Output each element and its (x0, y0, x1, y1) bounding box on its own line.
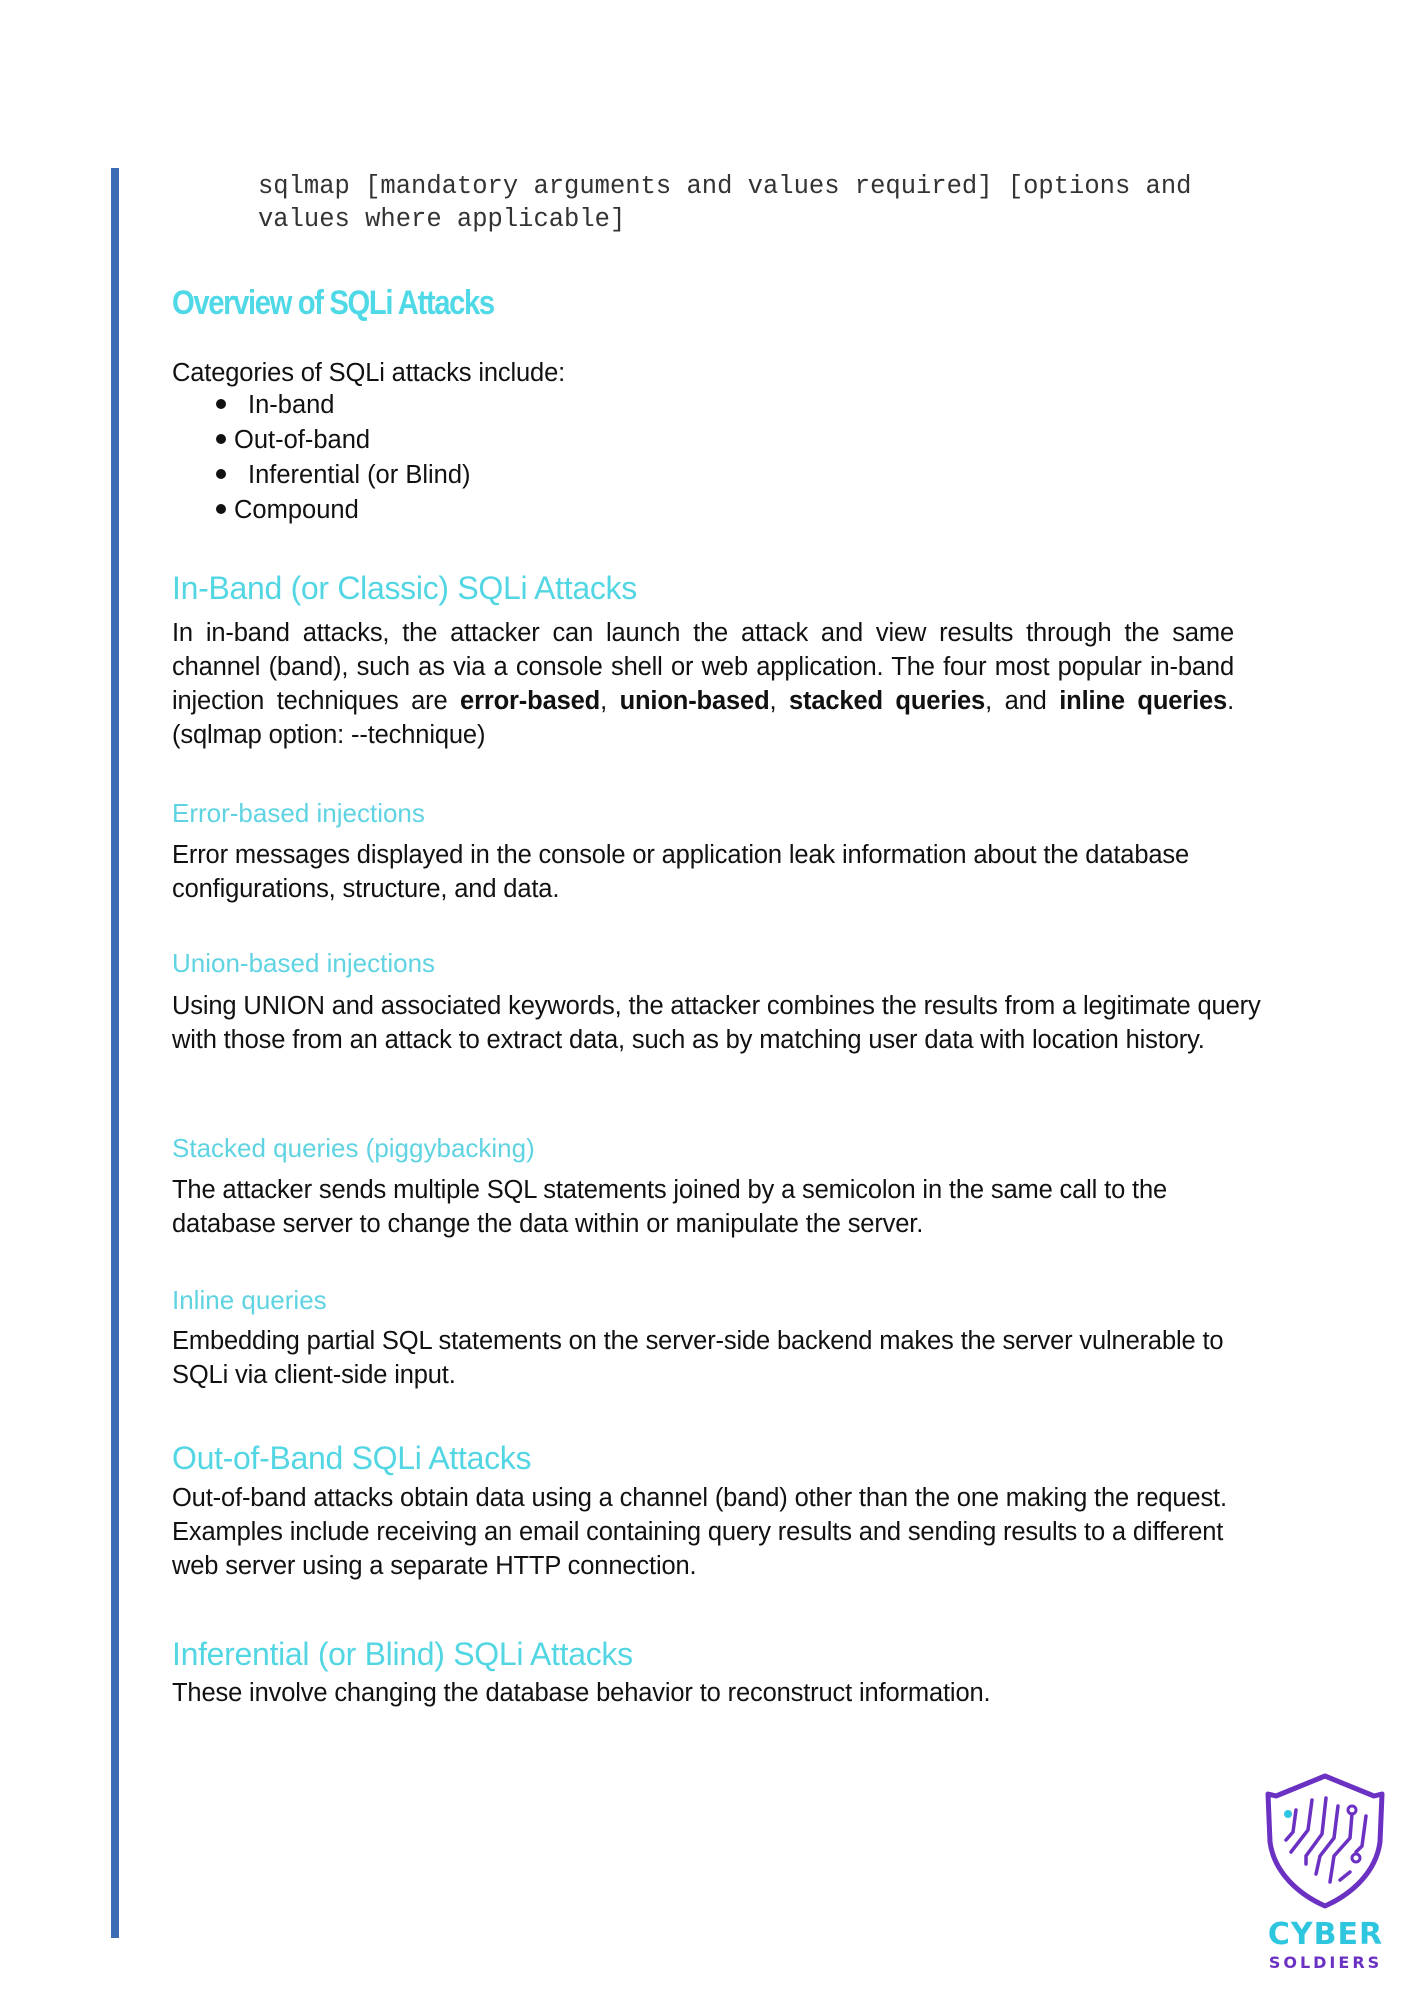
union-based-paragraph: Using UNION and associated keywords, the attacker combines the results from a legitimate query with those from an attack to extract data, such as by matching user data with location history. (172, 992, 1261, 1054)
term-stacked-queries: stacked queries (788, 687, 986, 715)
inline-queries-paragraph: Embedding partial SQL statements on the server-side backend makes the server vulnerable to SQLi via client-side input. (172, 1327, 1224, 1389)
in-band-paragraph: In in-band attacks, the attacker can launch the attack and view results through the same channel (band), such as via a console shell or web application. The four most popular in-band injection techniques are error-based, union-based, stacked queries, and inline queries. (sqlmap option: --technique) (172, 619, 1235, 749)
stacked-queries-paragraph: The attacker sends multiple SQL statements joined by a semicolon in the same call to the database server to change the data within or manipulate the server. (172, 1176, 1168, 1238)
overview-heading: Overview of SQLi Attacks (172, 284, 494, 322)
bullet-icon (216, 399, 226, 409)
out-of-band-heading: Out-of-Band SQLi Attacks (172, 1440, 532, 1476)
categories-intro: Categories of SQLi attacks include: (172, 359, 566, 387)
in-band-heading: In-Band (or Classic) SQLi Attacks (172, 570, 637, 606)
term-inline-queries: inline queries (1059, 687, 1228, 715)
error-based-heading: Error-based injections (172, 798, 425, 828)
inferential-paragraph: These involve changing the database behavior to reconstruct information. (172, 1679, 991, 1707)
error-based-paragraph: Error messages displayed in the console or application leak information about the database configurations, structure, and data. (172, 841, 1190, 903)
out-of-band-paragraph: Out-of-band attacks obtain data using a channel (band) other than the one making the request. Examples include receiving an email containing query results and sending results to a different web server using a separate HTTP connection. (172, 1484, 1227, 1580)
bullet-icon (216, 469, 226, 479)
list-item: In-band (216, 388, 471, 423)
term-error-based: error-based (460, 687, 601, 715)
shield-circuit-icon (1258, 1772, 1393, 1912)
bullet-icon (216, 504, 226, 514)
inline-queries-heading: Inline queries (172, 1285, 327, 1315)
code-block (258, 170, 1191, 236)
list-item: Out-of-band (216, 423, 471, 458)
code-line-1: sqlmap [mandatory arguments and values required] [options and (258, 172, 1192, 201)
logo-text-soldiers: SOLDIERS (1268, 1953, 1383, 1972)
list-item: Compound (216, 493, 471, 528)
code-line-2: values where applicable] (258, 205, 626, 234)
bullet-icon (216, 434, 226, 444)
union-based-heading: Union-based injections (172, 948, 436, 978)
cyber-soldiers-logo (1258, 1772, 1393, 1982)
categories-list (216, 388, 471, 528)
left-margin-rule (111, 168, 119, 1938)
stacked-queries-heading: Stacked queries (piggybacking) (172, 1133, 535, 1163)
list-item: Inferential (or Blind) (216, 458, 471, 493)
term-union-based: union-based (619, 687, 770, 715)
logo-text-cyber: CYBER (1267, 1917, 1384, 1952)
inferential-heading: Inferential (or Blind) SQLi Attacks (172, 1636, 633, 1672)
